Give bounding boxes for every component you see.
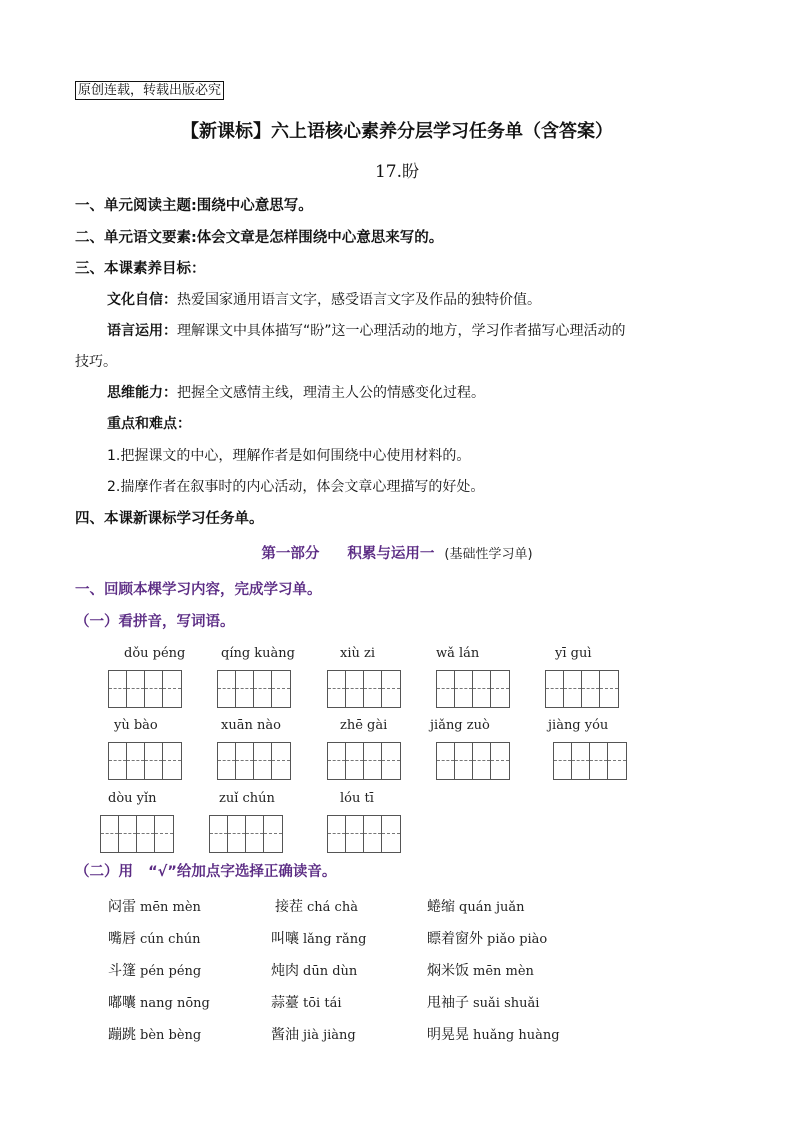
pinyin-label: xuān nào [221,718,281,733]
reading-choice[interactable] [108,961,201,982]
pinyin-options: bèn bèng [140,1028,202,1043]
word: 炖肉 [271,963,299,979]
answer-grid[interactable] [217,742,291,780]
pinyin-label: zuǐ chún [219,791,275,806]
section-4-heading: 四、本课新课标学习任务单。 [75,511,264,527]
pinyin-options: dūn dùn [303,964,358,979]
pinyin-label: lóu tī [340,791,374,806]
part-name: 积累与运用一 [347,546,435,562]
section-3-heading: 三、本课素养目标： [75,261,206,277]
goal-culture-text: 热爱国家通用语言文字，感受语言文字及作品的独特价值。 [177,292,541,308]
word: 斗篷 [108,963,136,979]
reading-choice[interactable] [108,929,201,950]
pinyin-options: chá chà [307,900,358,915]
word: 接茬 [275,899,303,915]
pinyin-label: wǎ lán [436,646,480,661]
goal-language-continued: 技巧。 [75,354,117,370]
goal-culture-label: 文化自信： [107,292,177,308]
pinyin-label: yù bào [114,718,158,733]
word: 闷雷 [108,899,136,915]
word: 嘴唇 [108,931,136,947]
copyright-notice: 原创连载，转载出版必究 [75,81,224,100]
task-1-sub-2 [75,862,336,882]
section-1-heading: 一、单元阅读主题:围绕中心意思写。 [75,198,313,214]
answer-grid[interactable] [327,815,401,853]
task-1-sub-1: （一）看拼音，写词语。 [75,614,235,630]
word: 蜷缩 [427,899,455,915]
goal-thinking-label: 思维能力： [107,385,177,401]
goal-thinking [107,383,485,403]
key-point-2: 2.揣摩作者在叙事时的内心活动，体会文章心理描写的好处。 [107,479,485,495]
pinyin-label: qíng kuàng [221,646,296,661]
answer-grid[interactable] [217,670,291,708]
reading-choice[interactable] [271,1025,356,1046]
reading-choice[interactable] [427,961,534,982]
pinyin-options: tōi tái [303,996,342,1011]
word: 酱油 [271,1027,299,1043]
key-points-label: 重点和难点： [107,416,191,432]
pinyin-options: piǎo piào [487,932,548,947]
answer-grid[interactable] [327,742,401,780]
reading-choice[interactable] [271,961,357,982]
answer-grid[interactable] [108,670,182,708]
pinyin-label: jiàng yóu [548,718,609,733]
word: 甩袖子 [427,995,469,1011]
reading-choice[interactable] [427,929,547,950]
pinyin-label: yī guì [555,646,592,661]
goal-thinking-text: 把握全文感情主线，理清主人公的情感变化过程。 [177,385,485,401]
goal-culture [107,290,541,310]
reading-choice[interactable] [108,1025,201,1046]
goal-language-text: 理解课文中具体描写“盼”这一心理活动的地方，学习作者描写心理活动的 [177,323,626,339]
key-point-1: 1.把握课文的中心，理解作者是如何围绕中心使用材料的。 [107,448,471,464]
pinyin-options: nang nōng [140,996,210,1011]
goal-language [107,321,626,341]
pinyin-options: lǎng rǎng [303,932,367,947]
task-1-heading: 一、回顾本棵学习内容，完成学习单。 [75,582,322,598]
pinyin-options: pén péng [140,964,202,979]
section-2-heading: 二、单元语文要素:体会文章是怎样围绕中心意思来写的。 [75,230,444,246]
pinyin-options: cún chún [140,932,201,947]
task-1-sub-2-prefix: （二）用 [75,864,133,880]
answer-grid[interactable] [108,742,182,780]
reading-choice[interactable] [427,1025,560,1046]
reading-choice[interactable] [271,929,366,950]
answer-grid[interactable] [553,742,627,780]
word: 蒜薹 [271,995,299,1011]
pinyin-label: xiù zi [340,646,376,661]
word: 蹦跳 [108,1027,136,1043]
pinyin-options: quán juǎn [459,900,525,915]
pinyin-options: huǎng huàng [473,1028,560,1043]
answer-grid[interactable] [545,670,619,708]
pinyin-options: mēn mèn [473,964,534,979]
reading-choice[interactable] [271,993,341,1014]
word: 瞟着窗外 [427,931,483,947]
reading-choice[interactable] [427,897,524,918]
pinyin-label: dǒu péng [124,646,186,661]
reading-choice[interactable] [108,993,210,1014]
word: 叫嚷 [271,931,299,947]
pinyin-options: mēn mèn [140,900,201,915]
pinyin-label: dòu yǐn [108,791,157,806]
answer-grid[interactable] [436,742,510,780]
answer-grid[interactable] [436,670,510,708]
pinyin-label: zhē gài [340,718,388,733]
pinyin-label: jiǎng zuò [430,718,490,733]
part-heading [0,544,794,565]
answer-grid[interactable] [100,815,174,853]
pinyin-options: suǎi shuǎi [473,996,540,1011]
word: 焖米饭 [427,963,469,979]
answer-grid[interactable] [327,670,401,708]
word: 明晃晃 [427,1027,469,1043]
part-number: 第一部分 [261,546,320,562]
word: 嘟囔 [108,995,136,1011]
reading-choice[interactable] [427,993,539,1014]
reading-choice[interactable] [108,897,201,918]
part-type: (基础性学习单) [444,547,533,562]
pinyin-options: jià jiàng [303,1028,356,1043]
goal-language-label: 语言运用： [107,323,177,339]
lesson-title: 17.盼 [374,162,420,182]
page-title: 【新课标】六上语核心素养分层学习任务单（含答案） [181,121,613,142]
answer-grid[interactable] [209,815,283,853]
reading-choice[interactable] [275,897,358,918]
task-1-sub-2-text: “√”给加点字选择正确读音。 [148,864,337,880]
